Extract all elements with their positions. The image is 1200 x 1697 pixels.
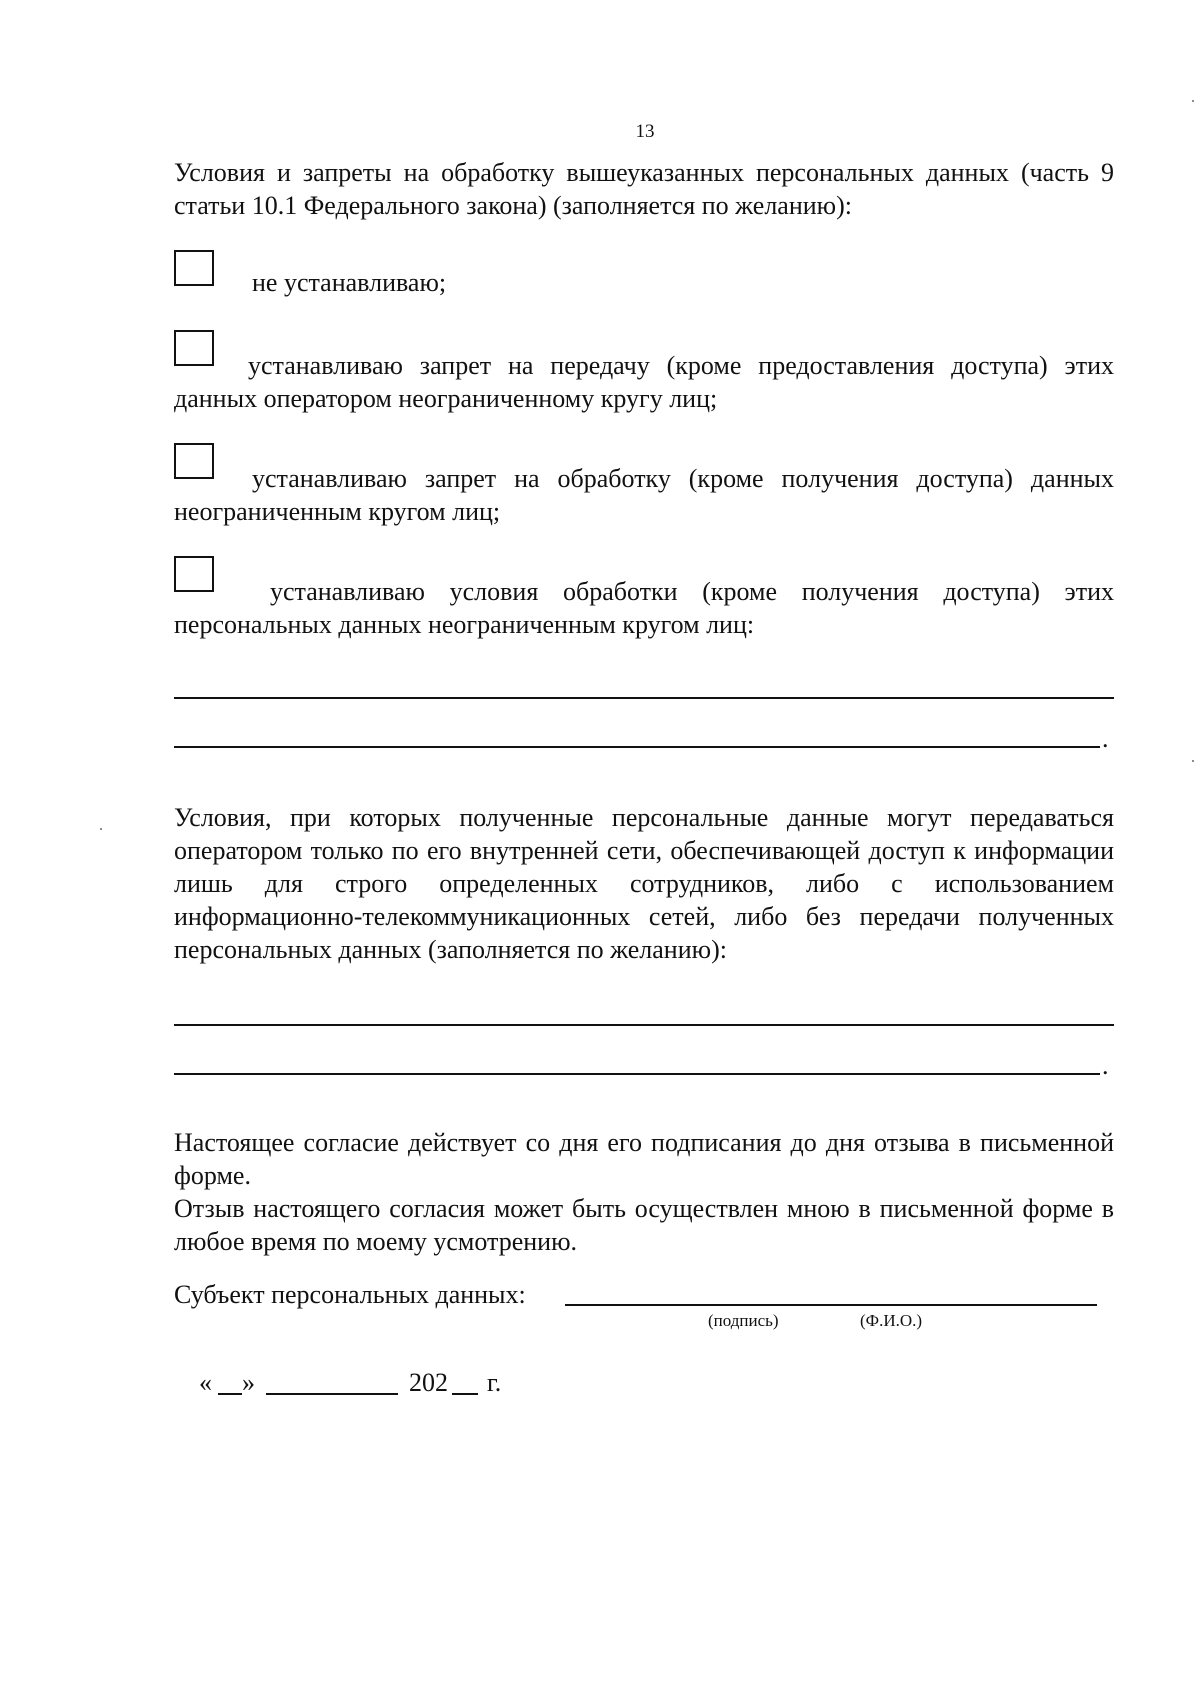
date-year-fill-line[interactable] <box>452 1393 478 1395</box>
validity-paragraph: Настоящее согласие действует со дня его подписания до дня отзыва в письменной форме. <box>174 1128 1114 1190</box>
scan-speck <box>1192 100 1194 102</box>
network-conditions-fill-line-1[interactable] <box>174 1024 1114 1026</box>
option-paragraph-set-conditions <box>174 575 1114 641</box>
option-label-not-set: не устанавливаю; <box>252 268 447 297</box>
option-label-ban-processing: устанавливаю запрет на обработку (кроме получения доступа) данных неограниченным кругом лиц; <box>174 464 1114 526</box>
signature-caption: (подпись) <box>708 1311 779 1330</box>
section2-intro: Условия, при которых полученные персональные данные могут передаваться оператором только по его внутренней сети, обеспечивающей доступ к информации лишь для строго определенных сотрудников, либо с использованием информационно-телекоммуникационных сетей, либо без передачи полученных персональных данных (заполняется по желанию): <box>174 803 1114 964</box>
date-year-suffix: г. <box>487 1368 502 1397</box>
option-label-set-conditions: устанавливаю условия обработки (кроме получения доступа) этих персональных данных неограниченным кругом лиц: <box>174 577 1114 639</box>
network-conditions-fill-line-2[interactable] <box>174 1073 1100 1075</box>
date-year-prefix: 202 <box>409 1368 448 1397</box>
scan-speck <box>1192 760 1194 762</box>
option-paragraph-ban-transfer <box>174 349 1114 415</box>
signature-label: Субъект персональных данных: <box>174 1280 526 1309</box>
option-label-ban-transfer: устанавливаю запрет на передачу (кроме предоставления доступа) этих данных оператором неограниченному кругу лиц; <box>174 351 1114 413</box>
conditions-fill-line-1[interactable] <box>174 697 1114 699</box>
conditions-line-end-period: . <box>1102 724 1109 753</box>
date-close-quote: » <box>242 1368 255 1397</box>
section1-intro: Условия и запреты на обработку вышеуказанных персональных данных (часть 9 статьи 10.1 Федерального закона) (заполняется по желанию): <box>174 158 1114 220</box>
full-name-caption: (Ф.И.О.) <box>860 1311 923 1330</box>
scan-speck <box>100 828 102 830</box>
option-paragraph-ban-processing <box>174 462 1114 528</box>
signature-fill-line[interactable] <box>565 1304 1097 1306</box>
date-day-fill-line[interactable] <box>218 1393 242 1395</box>
date-month-fill-line[interactable] <box>266 1393 398 1395</box>
option-checkbox-not-set[interactable] <box>174 250 214 286</box>
network-conditions-line-end-period: . <box>1102 1051 1109 1080</box>
date-open-quote: « <box>199 1368 212 1397</box>
page-number: 13 <box>635 121 655 142</box>
revocation-paragraph: Отзыв настоящего согласия может быть осуществлен мною в письменной форме в любое время по моему усмотрению. <box>174 1194 1114 1256</box>
conditions-fill-line-2[interactable] <box>174 746 1100 748</box>
